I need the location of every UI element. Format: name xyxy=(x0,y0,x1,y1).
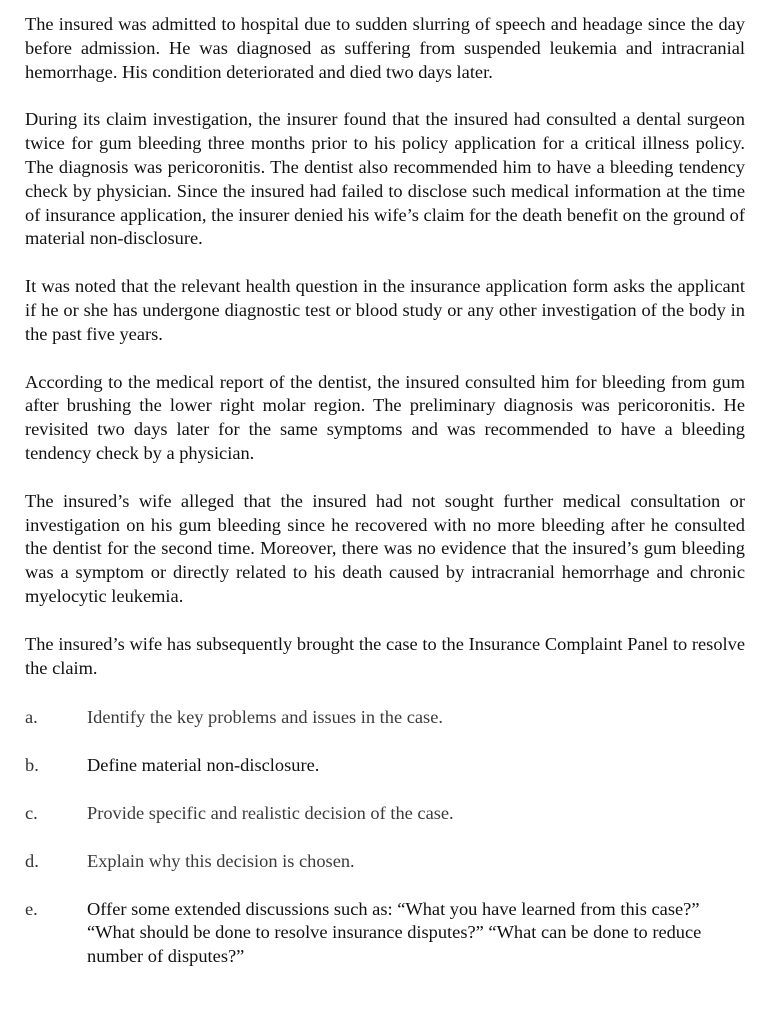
paragraph-wife-allegation: The insured’s wife alleged that the insured had not sought further medical consultation or investigation on his gum bleeding since he recovered with no more bleeding after he consulted the dentist for the second time. Moreover, there was no evidence that the insured’s gum bleeding was a symptom or directly related to his death caused by intracranial hemorrhage and chronic myelocytic leukemia. xyxy=(25,490,745,606)
question-item-d xyxy=(25,850,745,874)
question-text: Explain why this decision is chosen. xyxy=(87,850,355,871)
paragraph-claim-investigation: During its claim investigation, the insurer found that the insured had consulted a dental surgeon twice for gum bleeding three months prior to his policy application for a critical illness policy. The diagnosis was pericoronitis. The dentist also recommended him to have a bleeding tendency check by physician. Since the insured had failed to disclose such medical information at the time of insurance application, the insurer denied his wife’s claim for the death benefit on the ground of material non-disclosure. xyxy=(25,109,745,249)
paragraph-complaint-panel: The insured’s wife has subsequently brought the case to the Insurance Complaint Panel to resolve the claim. xyxy=(25,633,745,678)
question-letter: d. xyxy=(25,850,39,871)
question-text: Provide specific and realistic decision of the case. xyxy=(87,802,454,823)
question-item-b xyxy=(25,754,745,778)
paragraph-dentist-report: According to the medical report of the dentist, the insured consulted him for bleeding from gum after brushing the lower right molar region. The preliminary diagnosis was pericoronitis. He revisited two days later for the same symptoms and was recommended to have a bleeding tendency check by a physician. xyxy=(25,371,745,463)
question-text: Offer some extended discussions such as: “What you have learned from this case?” “What should be done to resolve insurance disputes?” “What can be done to reduce number of disputes?” xyxy=(87,898,702,967)
question-text: Define material non-disclosure. xyxy=(87,755,320,776)
question-item-c xyxy=(25,802,745,826)
case-study-document xyxy=(25,13,745,993)
question-letter: b. xyxy=(25,755,39,776)
question-letter: e. xyxy=(25,898,38,919)
question-item-e xyxy=(25,898,745,969)
question-letter: c. xyxy=(25,802,38,823)
question-letter: a. xyxy=(25,707,38,728)
question-item-a xyxy=(25,706,745,730)
paragraph-health-question: It was noted that the relevant health question in the insurance application form asks the applicant if he or she has undergone diagnostic test or blood study or any other investigation of the body in the past five years. xyxy=(25,276,745,344)
question-text: Identify the key problems and issues in the case. xyxy=(87,707,443,728)
paragraph-admission: The insured was admitted to hospital due to sudden slurring of speech and headage since the day before admission. He was diagnosed as suffering from suspended leukemia and intracranial hemorrhage. His condition deteriorated and died two days later. xyxy=(25,14,745,82)
question-list xyxy=(25,706,745,969)
